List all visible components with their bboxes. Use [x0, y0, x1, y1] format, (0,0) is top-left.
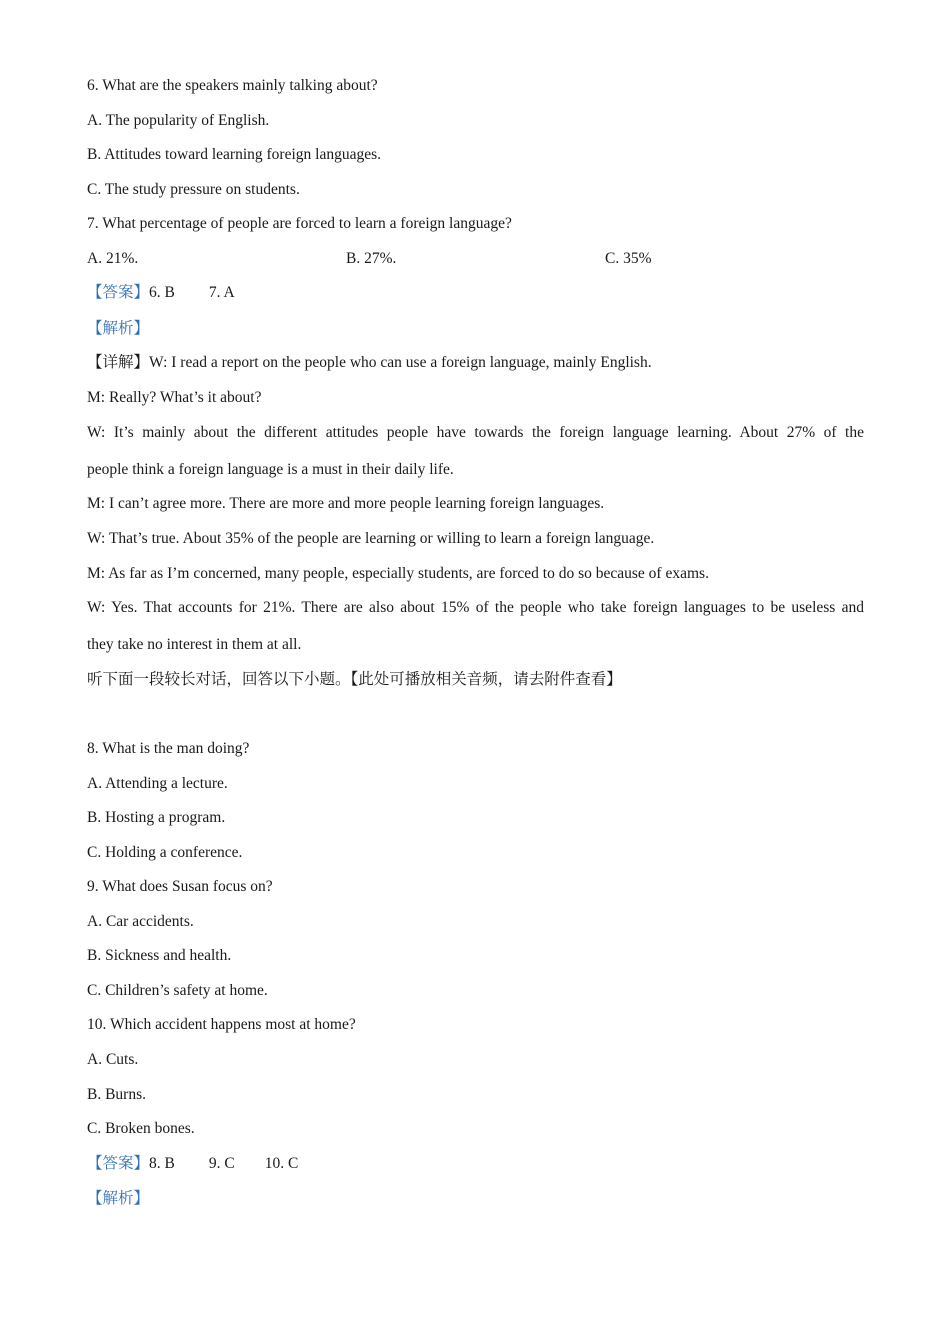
- transcript-line: [87, 353, 864, 373]
- question-6-option-c: C. The study pressure on students.: [87, 181, 300, 198]
- answer-value: 6. B: [149, 284, 175, 301]
- question-9: 9. What does Susan focus on?: [87, 878, 273, 895]
- question-7-option-b: B. 27%.: [346, 250, 397, 267]
- detail-tag: 【详解】: [87, 354, 150, 371]
- question-10: 10. Which accident happens most at home?: [87, 1016, 356, 1033]
- transcript-line: W: That’s true. About 35% of the people are learning or willing to learn a foreign language.: [87, 530, 655, 547]
- question-9-option-a: A. Car accidents.: [87, 913, 194, 930]
- transcript-line: M: I can’t agree more. There are more and more people learning foreign languages.: [87, 495, 605, 512]
- question-8-option-c: C. Holding a conference.: [87, 844, 243, 861]
- question-10-option-b: B. Burns.: [87, 1086, 146, 1103]
- question-10-option-a: A. Cuts.: [87, 1051, 139, 1068]
- question-9-option-c: C. Children’s safety at home.: [87, 982, 268, 999]
- answer-line-2: [87, 1154, 864, 1174]
- transcript-line: M: As far as I’m concerned, many people, especially students, are forced to do so because of exams.: [87, 565, 709, 582]
- analysis-line-1: [87, 319, 864, 339]
- question-8: 8. What is the man doing?: [87, 740, 250, 757]
- question-6: 6. What are the speakers mainly talking about?: [87, 77, 378, 94]
- listening-instruction: 听下面一段较长对话，回答以下小题。【此处可播放相关音频，请去附件查看】: [87, 671, 622, 688]
- answer-tag: 【答案】: [87, 1155, 150, 1172]
- question-8-option-a: A. Attending a lecture.: [87, 775, 228, 792]
- question-8-option-b: B. Hosting a program.: [87, 809, 226, 826]
- answer-value: 9. C: [208, 1155, 235, 1172]
- answer-line-1: [87, 283, 864, 303]
- question-9-option-b: B. Sickness and health.: [87, 947, 232, 964]
- transcript-line: M: Really? What’s it about?: [87, 389, 262, 406]
- transcript-line: W: Yes. That accounts for 21%. There are also about 15% of the people who take foreign languages to be useless and: [87, 599, 864, 616]
- answer-value: 7. A: [208, 284, 235, 301]
- question-6-option-b: B. Attitudes toward learning foreign languages.: [87, 146, 382, 163]
- analysis-tag: 【解析】: [87, 320, 150, 337]
- answer-value: 8. B: [149, 1155, 175, 1172]
- transcript-line: W: It’s mainly about the different attitudes people have towards the foreign language learning. About 27% of the: [87, 424, 864, 441]
- question-6-option-a: A. The popularity of English.: [87, 112, 270, 129]
- answer-value: 10. C: [264, 1155, 299, 1172]
- analysis-tag: 【解析】: [87, 1190, 150, 1207]
- analysis-line-2: [87, 1189, 864, 1209]
- answer-tag: 【答案】: [87, 284, 150, 301]
- question-7: 7. What percentage of people are forced to learn a foreign language?: [87, 215, 512, 232]
- transcript-line: people think a foreign language is a must in their daily life.: [87, 461, 454, 478]
- question-10-option-c: C. Broken bones.: [87, 1120, 195, 1137]
- transcript-text: W: I read a report on the people who can use a foreign language, mainly English.: [149, 354, 652, 371]
- question-7-option-c: C. 35%: [605, 250, 652, 267]
- transcript-line: they take no interest in them at all.: [87, 636, 302, 653]
- question-7-option-a: A. 21%.: [87, 250, 139, 267]
